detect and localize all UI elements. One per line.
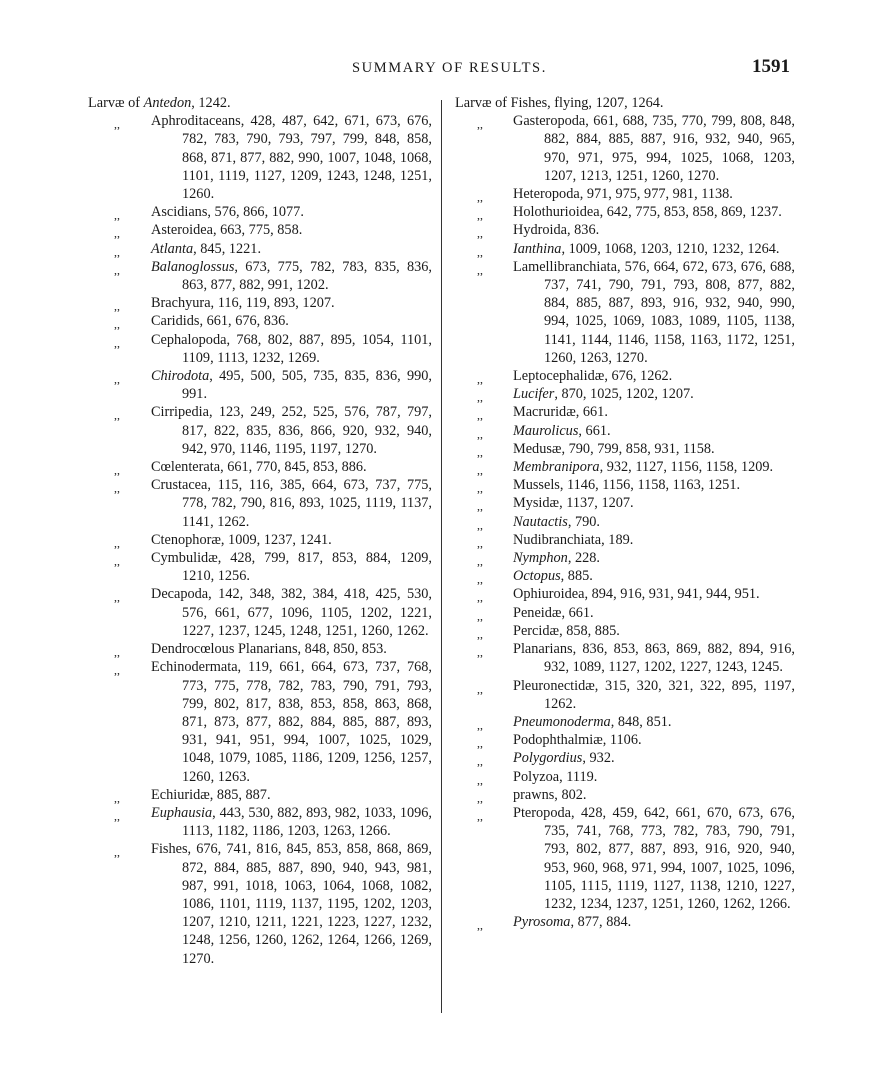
entry-name: Cœlenterata <box>151 459 221 476</box>
ditto-mark: ,, <box>477 754 483 769</box>
ditto-mark: ,, <box>114 117 120 132</box>
ditto-mark: ,, <box>114 335 120 350</box>
entry-name: Fishes <box>151 841 188 858</box>
entry-name: Cymbulidæ <box>151 550 218 567</box>
entry-pages: , 858, 885. <box>559 622 620 639</box>
entry-name: Peneidæ <box>513 604 562 621</box>
ditto-mark: ,, <box>114 244 120 259</box>
index-entry <box>455 713 795 731</box>
ditto-mark: ,, <box>477 717 483 732</box>
entry-pages: , 1009, 1237, 1241. <box>220 531 332 548</box>
ditto-mark: ,, <box>114 845 120 860</box>
entry-pages: , 142, 348, 382, 384, 418, 425, 530, 576, 661, 677, 1096, 1105, 1202, 1221, 1227, 1237, 1245, 1248, 1251, 1260, 1262. <box>182 586 432 639</box>
ditto-mark: ,, <box>114 262 120 277</box>
index-entry <box>88 294 432 312</box>
index-entry <box>455 786 795 804</box>
ditto-mark: ,, <box>477 626 483 641</box>
entry-pages: , 802. <box>554 786 587 803</box>
ditto-mark: ,, <box>477 608 483 623</box>
entry-name: Pleuronectidæ <box>513 677 595 694</box>
left-column <box>88 94 432 968</box>
ditto-mark: ,, <box>477 208 483 223</box>
entry-name: Pyrosoma <box>513 914 571 931</box>
entry-pages: , 661, 676, 836. <box>199 313 289 330</box>
entry-name: Atlanta <box>151 240 194 257</box>
entry-name: Nymphon <box>513 550 568 567</box>
entry-name: Polyzoa <box>513 768 560 785</box>
ditto-mark: ,, <box>114 645 120 660</box>
index-entry <box>88 221 432 239</box>
index-entry <box>88 367 432 403</box>
index-entry <box>88 531 432 549</box>
ditto-mark: ,, <box>114 317 120 332</box>
ditto-mark: ,, <box>477 681 483 696</box>
entry-pages: , 932. <box>582 750 615 767</box>
entry-name: Crustacea <box>151 477 208 494</box>
index-entry <box>455 731 795 749</box>
entry-name: Aphroditaceans <box>151 113 241 130</box>
entry-name: Ctenophoræ <box>151 531 221 548</box>
index-entry <box>455 749 795 767</box>
entry-pages: , 870, 1025, 1202, 1207. <box>554 386 694 403</box>
index-entry <box>455 677 795 713</box>
entry-pages: , 116, 119, 893, 1207. <box>210 295 335 312</box>
index-entry <box>88 312 432 330</box>
ditto-mark: ,, <box>114 790 120 805</box>
entry-pages: , 885. <box>560 568 593 585</box>
index-entry <box>455 622 795 640</box>
entry-name: Lamellibranchiata <box>513 258 617 275</box>
entry-pages: , 123, 249, 252, 525, 576, 787, 797, 817, 822, 835, 836, 866, 920, 932, 940, 942, 970, 1146, 1195, 1197, 1270. <box>182 404 432 457</box>
ditto-mark: ,, <box>477 426 483 441</box>
column-divider <box>441 100 442 1013</box>
page-number: 1591 <box>752 56 790 77</box>
index-entry <box>455 640 795 676</box>
entry-name: Lucifer <box>513 386 555 403</box>
heading-prefix: Larvæ of <box>88 95 144 111</box>
ditto-mark: ,, <box>477 244 483 259</box>
entry-name: Brachyura <box>151 295 211 312</box>
entry-name: Asteroidea <box>151 222 213 239</box>
entry-pages: , 443, 530, 882, 893, 982, 1033, 1096, 1113, 1182, 1186, 1203, 1263, 1266. <box>182 804 432 840</box>
entry-pages: , 848, 850, 853. <box>297 641 387 658</box>
entry-pages: , 576, 664, 672, 673, 676, 688, 737, 741, 790, 791, 793, 808, 877, 882, 884, 885, 887, 893, 916, 932, 940, 990, 994, 1025, 1069, 1083, 1089, 1105, 1138, 1141, 1144, 1146, 1158, 1163, 1172, 1251, 1260, 1263, 1270. <box>544 258 795 366</box>
ditto-mark: ,, <box>477 372 483 387</box>
ditto-mark: ,, <box>477 590 483 605</box>
entry-pages: , 848, 851. <box>610 713 672 730</box>
entry-pages: , 1009, 1068, 1203, 1210, 1232, 1264. <box>561 240 780 257</box>
index-entry <box>88 331 432 367</box>
ditto-mark: ,, <box>477 117 483 132</box>
index-entry <box>455 422 795 440</box>
ditto-mark: ,, <box>477 390 483 405</box>
entry-pages: , 885, 887. <box>209 786 271 803</box>
index-entry <box>88 458 432 476</box>
left-column-heading <box>88 94 432 112</box>
entry-name: Mussels <box>513 477 560 494</box>
index-entry <box>88 549 432 585</box>
ditto-mark: ,, <box>477 918 483 933</box>
entry-pages: , 877, 884. <box>570 914 632 931</box>
heading-genus: Antedon <box>143 95 192 111</box>
entry-name: Decapoda <box>151 586 209 603</box>
ditto-mark: ,, <box>114 408 120 423</box>
entry-pages: , 676, 1262. <box>604 368 673 385</box>
entry-pages: , 576, 866, 1077. <box>207 204 304 221</box>
ditto-mark: ,, <box>477 517 483 532</box>
ditto-mark: ,, <box>477 190 483 205</box>
ditto-mark: ,, <box>477 645 483 660</box>
entry-name: Percidæ <box>513 622 560 639</box>
entry-name: Cephalopoda <box>151 331 227 348</box>
ditto-mark: ,, <box>477 808 483 823</box>
entry-pages: , 1119. <box>559 768 598 785</box>
index-entry <box>455 367 795 385</box>
ditto-mark: ,, <box>477 572 483 587</box>
entry-pages: , 661, 688, 735, 770, 799, 808, 848, 882, 884, 885, 887, 916, 932, 940, 965, 970, 971, 975, 994, 1025, 1068, 1203, 1207, 1213, 1251, 1260, 1270. <box>544 113 795 184</box>
entry-pages: , 768, 802, 887, 895, 1054, 1101, 1109, 1113, 1232, 1269. <box>182 331 432 366</box>
ditto-mark: ,, <box>114 226 120 241</box>
index-entry <box>455 913 795 931</box>
entry-name: Nautactis <box>513 513 568 530</box>
entry-pages: , 836, 853, 863, 869, 882, 894, 916, 932, 1089, 1127, 1202, 1227, 1243, 1245. <box>544 641 795 676</box>
entry-pages: , 661, 770, 845, 853, 886. <box>220 459 367 476</box>
entry-pages: , 790. <box>567 513 600 530</box>
index-entry <box>455 567 795 585</box>
entry-name: Chirodota <box>151 368 210 385</box>
entry-name: Echiuridæ <box>151 786 210 803</box>
entry-pages: , 495, 500, 505, 735, 835, 836, 990, 991. <box>182 368 432 403</box>
entry-name: Leptocephalidæ <box>513 368 605 385</box>
entry-name: Echinodermata <box>151 659 238 676</box>
entry-name: Membranipora <box>513 459 600 476</box>
entry-name: Planarians <box>513 641 573 658</box>
ditto-mark: ,, <box>477 772 483 787</box>
ditto-mark: ,, <box>114 663 120 678</box>
index-entry <box>88 840 432 967</box>
index-entry <box>455 258 795 367</box>
entry-pages: , 189. <box>601 531 634 548</box>
index-entry <box>455 403 795 421</box>
entry-pages: , 642, 775, 853, 858, 869, 1237. <box>599 204 782 221</box>
entry-name: Medusæ <box>513 440 562 457</box>
entry-name: Macruridæ <box>513 404 576 421</box>
index-entry <box>88 786 432 804</box>
index-entry <box>88 203 432 221</box>
entry-name: Octopus <box>513 568 561 585</box>
running-title: SUMMARY OF RESULTS. <box>352 60 547 76</box>
entry-pages: , 1146, 1156, 1158, 1163, 1251. <box>559 477 741 494</box>
heading-pages: , 1242. <box>191 95 231 111</box>
entry-name: Heteropoda <box>513 186 580 203</box>
entry-name: Caridids <box>151 313 200 330</box>
ditto-mark: ,, <box>114 808 120 823</box>
ditto-mark: ,, <box>114 554 120 569</box>
entry-name: Euphausia <box>151 804 213 821</box>
index-entry <box>455 112 795 185</box>
running-header <box>0 56 880 82</box>
entry-name: Polygordius <box>513 750 583 767</box>
entry-name: Podophthalmiæ <box>513 732 603 749</box>
entry-pages: , 428, 487, 642, 671, 673, 676, 782, 783, 790, 793, 797, 799, 848, 858, 868, 871, 877, 882, 990, 1007, 1048, 1068, 1101, 1119, 1127, 1209, 1243, 1248, 1251, 1260. <box>182 113 432 203</box>
entry-pages: , 673, 775, 782, 783, 835, 836, 863, 877, 882, 991, 1202. <box>182 258 432 294</box>
entry-name: Balanoglossus <box>151 258 235 275</box>
entry-pages: , 661. <box>575 404 608 421</box>
index-entry <box>88 658 432 785</box>
entry-name: Pneumonoderma <box>513 713 611 730</box>
ditto-mark: ,, <box>477 481 483 496</box>
index-entry <box>88 403 432 458</box>
entry-pages: , 228. <box>567 550 600 567</box>
entry-pages: , 971, 975, 977, 981, 1138. <box>579 186 733 203</box>
entry-pages: , 932, 1127, 1156, 1158, 1209. <box>599 459 774 476</box>
index-entry <box>88 476 432 531</box>
index-entry <box>88 258 432 294</box>
entry-pages: , 1106. <box>602 732 642 749</box>
ditto-mark: ,, <box>477 535 483 550</box>
entry-name: Mysidæ <box>513 495 560 512</box>
ditto-mark: ,, <box>477 408 483 423</box>
entry-pages: , 894, 916, 931, 941, 944, 951. <box>584 586 760 603</box>
entry-name: Hydroida <box>513 222 567 239</box>
index-entry <box>88 640 432 658</box>
ditto-mark: ,, <box>477 499 483 514</box>
index-entry <box>455 476 795 494</box>
entry-pages: , 115, 116, 385, 664, 673, 737, 775, 778, 782, 790, 816, 893, 1025, 1119, 1137, 1141, 1262. <box>182 477 432 530</box>
entry-pages: , 845, 1221. <box>193 240 262 257</box>
entry-name: Maurolicus <box>513 422 579 439</box>
entry-pages: , 676, 741, 816, 845, 853, 858, 868, 869, 872, 884, 885, 887, 890, 940, 943, 981, 987, 991, 1018, 1063, 1064, 1068, 1082, 1086, 1101, 1119, 1137, 1195, 1202, 1203, 1207, 1210, 1211, 1221, 1223, 1227, 1232, 1248, 1256, 1260, 1262, 1264, 1266, 1269, 1270. <box>182 841 432 967</box>
entry-name: Holothurioidea <box>513 204 600 221</box>
entry-pages: , 119, 661, 664, 673, 737, 768, 773, 775, 778, 782, 783, 790, 791, 793, 799, 802, 817, 838, 853, 858, 863, 868, 871, 873, 877, 882, 884, 885, 887, 893, 931, 941, 951, 994, 1007, 1025, 1029, 1048, 1079, 1085, 1186, 1209, 1256, 1257, 1260, 1263. <box>182 659 432 785</box>
index-entry <box>455 494 795 512</box>
ditto-mark: ,, <box>114 372 120 387</box>
entry-pages: , 1137, 1207. <box>559 495 634 512</box>
index-entry <box>455 385 795 403</box>
entry-name: Pteropoda <box>513 804 571 821</box>
ditto-mark: ,, <box>477 444 483 459</box>
index-entry <box>455 240 795 258</box>
index-entry <box>88 112 432 203</box>
index-entry <box>455 221 795 239</box>
entry-name: Ophiuroidea <box>513 586 585 603</box>
entry-name: Gasteropoda <box>513 113 586 130</box>
ditto-mark: ,, <box>477 790 483 805</box>
entry-pages: , 661. <box>561 604 594 621</box>
ditto-mark: ,, <box>477 463 483 478</box>
entry-pages: , 661. <box>578 422 611 439</box>
ditto-mark: ,, <box>477 262 483 277</box>
index-entry <box>88 240 432 258</box>
index-entry <box>88 585 432 640</box>
index-entry <box>455 549 795 567</box>
ditto-mark: ,, <box>477 554 483 569</box>
right-column <box>455 94 795 931</box>
entry-pages: , 836. <box>567 222 600 239</box>
entry-name: Dendrocœlous Planarians <box>151 641 298 658</box>
entry-name: Nudibranchiata <box>513 531 602 548</box>
ditto-mark: ,, <box>114 463 120 478</box>
index-entry <box>455 585 795 603</box>
entry-pages: , 315, 320, 321, 322, 895, 1197, 1262. <box>544 677 795 712</box>
index-entry <box>455 513 795 531</box>
ditto-mark: ,, <box>114 535 120 550</box>
index-entry <box>455 458 795 476</box>
index-entry <box>455 804 795 913</box>
index-entry <box>88 804 432 840</box>
ditto-mark: ,, <box>114 481 120 496</box>
entry-pages: , 428, 459, 642, 661, 670, 673, 676, 735, 741, 768, 773, 782, 783, 790, 791, 793, 802, 877, 887, 893, 916, 920, 940, 953, 960, 968, 971, 994, 1007, 1025, 1096, 1105, 1115, 1119, 1127, 1138, 1210, 1227, 1232, 1234, 1237, 1251, 1260, 1262, 1266. <box>544 804 795 912</box>
entry-pages: , 790, 799, 858, 931, 1158. <box>561 440 715 457</box>
right-column-heading: Larvæ of Fishes, flying, 1207, 1264. <box>455 95 664 111</box>
ditto-mark: ,, <box>114 208 120 223</box>
index-entry <box>455 203 795 221</box>
index-entry <box>455 768 795 786</box>
ditto-mark: ,, <box>477 226 483 241</box>
index-entry <box>455 604 795 622</box>
entry-name: Cirripedia <box>151 404 209 421</box>
entry-pages: , 663, 775, 858. <box>212 222 303 239</box>
ditto-mark: ,, <box>114 590 120 605</box>
ditto-mark: ,, <box>114 299 120 314</box>
entry-pages: , 428, 799, 817, 853, 884, 1209, 1210, 1256. <box>182 550 432 585</box>
index-entry <box>455 531 795 549</box>
entry-name: Ianthina <box>513 240 562 257</box>
entry-name: Ascidians <box>151 204 208 221</box>
ditto-mark: ,, <box>477 736 483 751</box>
index-entry <box>455 440 795 458</box>
entry-name: prawns <box>513 786 555 803</box>
index-entry <box>455 185 795 203</box>
